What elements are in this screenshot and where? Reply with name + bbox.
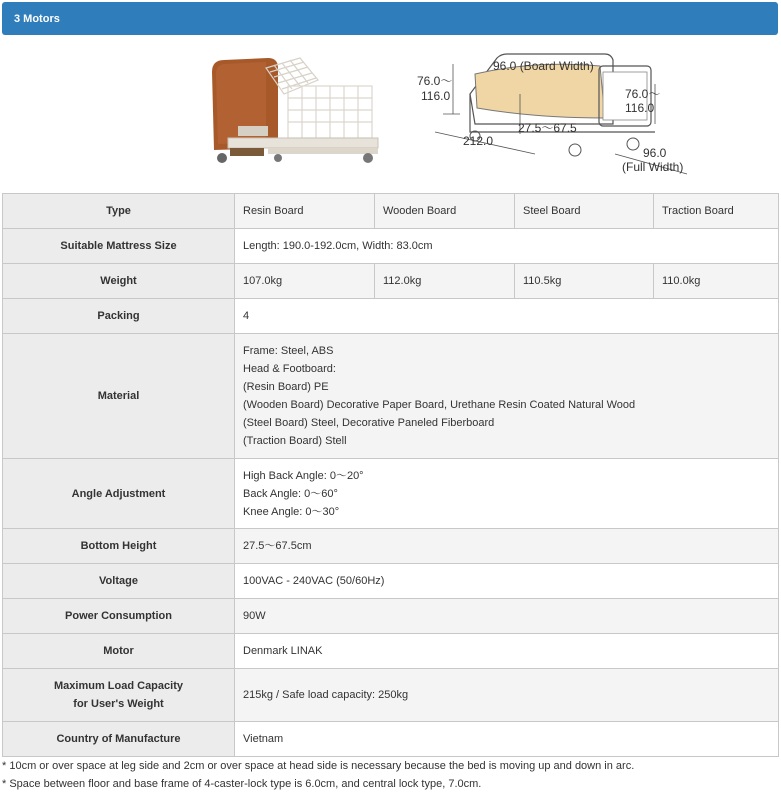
value-mattress: Length: 190.0-192.0cm, Width: 83.0cm [235,229,779,264]
label-material: Material [3,334,235,459]
type-traction-board: Traction Board [654,194,779,229]
footnotes [2,757,778,793]
diagram-foot-height-top: 76.0～ [625,87,661,101]
weight-traction: 110.0kg [654,264,779,299]
material-line: (Traction Board) Stell [243,435,347,447]
label-load-line1: Maximum Load Capacity [54,680,183,692]
row-material [3,334,779,459]
weight-steel: 110.5kg [515,264,654,299]
row-angle [3,459,779,529]
dimension-diagram-svg [415,44,705,179]
material-line: (Resin Board) PE [243,381,329,393]
type-resin-board: Resin Board [235,194,375,229]
value-packing: 4 [235,299,779,334]
row-power [3,599,779,634]
diagram-bottom-height: 27.5～67.5 [518,121,577,135]
dimension-diagram [415,44,705,179]
row-packing [3,299,779,334]
value-power: 90W [235,599,779,634]
label-voltage: Voltage [3,564,235,599]
footnote: * 10cm or over space at leg side and 2cm or over space at head side is necessary because the bed is moving up and down in arc. [2,760,635,772]
label-load-line2: for User's Weight [73,698,164,710]
diagram-board-width: 96.0 (Board Width) [493,59,594,73]
label-bottom-height: Bottom Height [3,529,235,564]
footnote: * Space between floor and base frame of 4-caster-lock type is 6.0cm, and central lock type, 7.0cm. [2,778,482,790]
label-motor: Motor [3,634,235,669]
label-packing: Packing [3,299,235,334]
section-header [2,2,778,35]
weight-resin: 107.0kg [235,264,375,299]
diagram-head-height-bottom: 116.0 [421,89,451,103]
angle-line: High Back Angle: 0～20° [243,469,364,482]
section-title: 3 Motors [14,12,60,25]
label-weight: Weight [3,264,235,299]
row-mattress [3,229,779,264]
label-angle: Angle Adjustment [3,459,235,529]
row-voltage [3,564,779,599]
row-load [3,669,779,722]
weight-wooden: 112.0kg [375,264,515,299]
material-line: Frame: Steel, ABS [243,345,334,357]
value-country: Vietnam [235,722,779,757]
material-line: (Steel Board) Steel, Decorative Paneled Fiberboard [243,417,495,429]
value-voltage: 100VAC - 240VAC (50/60Hz) [235,564,779,599]
label-load [3,669,235,722]
value-angle [235,459,779,529]
diagram-foot-height-bottom: 116.0 [625,101,655,115]
label-type: Type [3,194,235,229]
diagram-full-width-value: 96.0 [643,146,667,160]
type-steel-board: Steel Board [515,194,654,229]
type-wooden-board: Wooden Board [375,194,515,229]
value-motor: Denmark LINAK [235,634,779,669]
value-bottom-height: 27.5～67.5cm [235,529,779,564]
label-country: Country of Manufacture [3,722,235,757]
angle-line: Back Angle: 0～60° [243,487,338,500]
row-motor [3,634,779,669]
row-country [3,722,779,757]
material-line: (Wooden Board) Decorative Paper Board, Urethane Resin Coated Natural Wood [243,399,636,411]
value-load: 215kg / Safe load capacity: 250kg [235,669,779,722]
spec-table [2,193,779,757]
diagram-head-height-top: 76.0～ [417,74,453,88]
bed-photo [208,50,380,168]
row-bottom-height [3,529,779,564]
row-type [3,194,779,229]
material-line: Head & Footboard: [243,363,336,375]
angle-line: Knee Angle: 0～30° [243,505,340,518]
label-mattress: Suitable Mattress Size [3,229,235,264]
diagram-full-width-label: (Full Width) [622,160,684,174]
value-material [235,334,779,459]
diagram-length: 212.0 [463,134,494,148]
label-power: Power Consumption [3,599,235,634]
row-weight [3,264,779,299]
bed-photo-image [208,50,380,168]
